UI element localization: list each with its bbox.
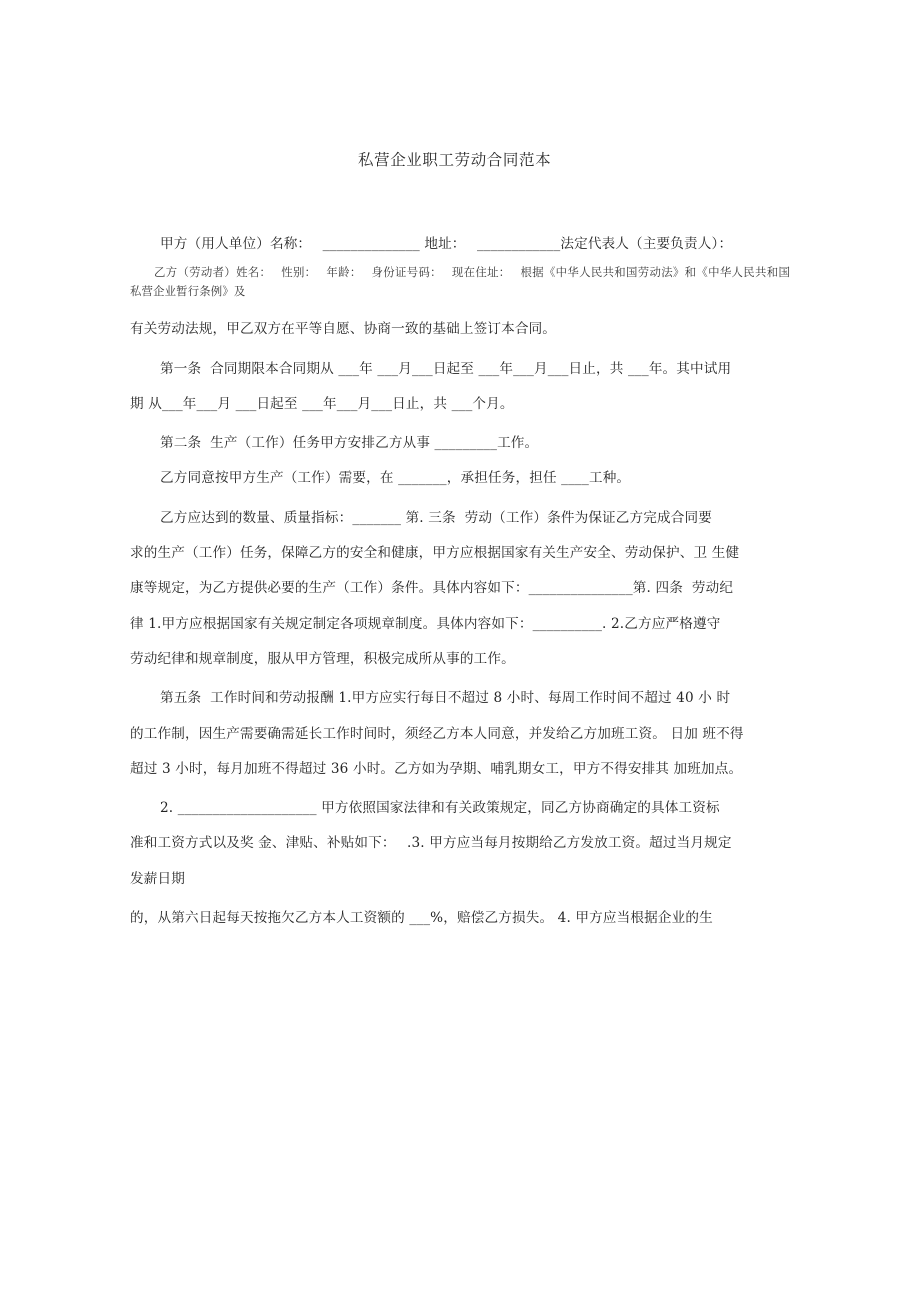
- spacer: [130, 305, 790, 313]
- paragraph-article-5-f: 发薪日期: [130, 870, 185, 887]
- paragraph-party-b: 乙方（劳动者）姓名： 性别： 年龄： 身份证号码： 现在住址： 根据《中华人民共和国劳动法》和《中华人民共和国私营企业暂行条例》及: [130, 264, 790, 299]
- paragraph-article-1-b: 期 从___年___月 ___日起至 ___年___月___日止，共 ___个月。: [130, 395, 514, 412]
- paragraph-article-5-g: 的，从第六日起每天按拖欠乙方本人工资额的 ___%，赔偿乙方损失。 4. 甲方应当根据企业的生: [130, 910, 713, 927]
- paragraph-preamble: 有关劳动法规，甲乙双方在平等自愿、协商一致的基础上签订本合同。: [130, 321, 557, 338]
- paragraph-article-2-a: 第二条 生产（工作）任务甲方安排乙方从事 _________工作。: [160, 435, 539, 452]
- paragraph-article-5-c: 超过 3 小时，每月加班不得超过 36 小时。乙方如为孕期、哺乳期女工，甲方不得安排其 加班加点。: [130, 760, 743, 777]
- paragraph-party-a: 甲方（用人单位）名称： ______________ 地址： ____________法定代表人（主要负责人）：: [160, 235, 733, 252]
- paragraph-article-5-d: 2. ____________________ 甲方依照国家法律和有关政策规定，同乙方协商确定的具体工资标: [160, 800, 720, 817]
- paragraph-article-3-b: 求的生产（工作）任务，保障乙方的安全和健康，甲方应根据国家有关生产安全、劳动保护、卫 生健: [130, 545, 740, 562]
- paragraph-article-4-b: 劳动纪律和规章制度，服从甲方管理，积极完成所从事的工作。: [130, 650, 515, 667]
- paragraph-article-3-a: 乙方应达到的数量、质量指标：_______ 第. 三条 劳动（工作）条件为保证乙方完成合同要: [160, 509, 713, 526]
- document-body: [130, 150, 790, 937]
- paragraph-article-5-b: 的工作制，因生产需要确需延长工作时间时，须经乙方本人同意，并发给乙方加班工资。 日加 班不得: [130, 725, 744, 742]
- paragraph-article-3-c: 康等规定，为乙方提供必要的生产（工作）条件。具体内容如下：_______________第. 四条 劳动纪: [130, 580, 734, 597]
- paragraph-article-5-e: 准和工资方式以及奖 金、津贴、补贴如下： .3. 甲方应当每月按期给乙方发放工资。超过当月规定: [130, 835, 732, 852]
- paragraph-article-5-a: 第五条 工作时间和劳动报酬 1.甲方应实行每日不超过 8 小时、每周工作时间不超过 40 小 时: [160, 690, 731, 707]
- paragraph-article-1-a: 第一条 合同期限本合同期从 ___年 ___月___日起至 ___年___月___日止，共 ___年。其中试用: [160, 360, 732, 377]
- paragraph-article-2-b: 乙方同意按甲方生产（工作）需要，在 _______，承担任务，担任 ____工种。: [160, 470, 631, 487]
- page-title: 私营企业职工劳动合同范本: [358, 151, 552, 169]
- paragraph-article-4-a: 律 1.甲方应根据国家有关规定制定各项规章制度。具体内容如下：__________. 2.乙方应严格遵守: [130, 615, 721, 632]
